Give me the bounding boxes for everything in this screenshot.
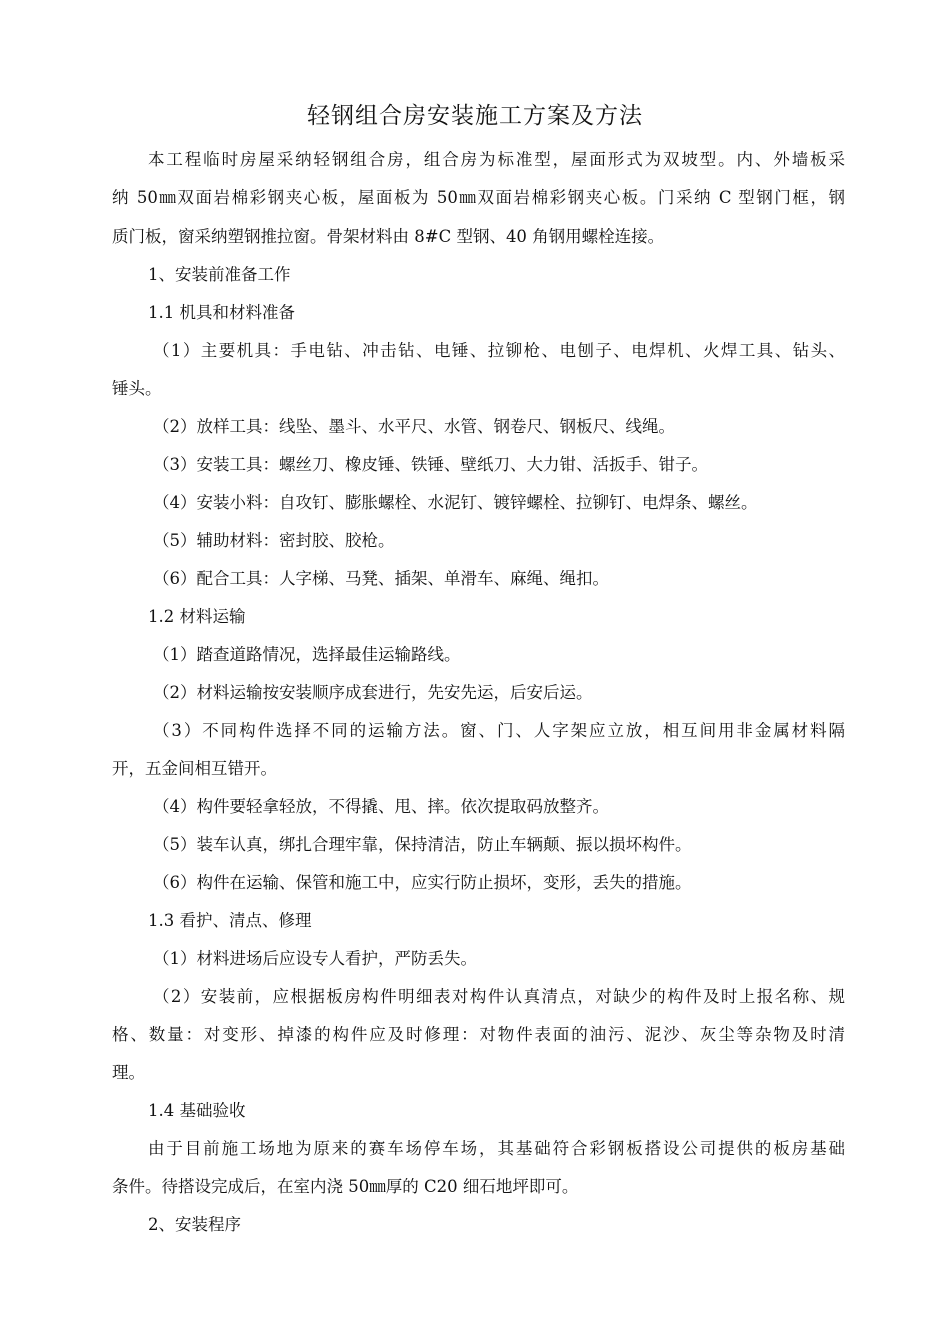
subsection-heading: 1.4 基础验收 (148, 1101, 246, 1120)
list-item: （6）配合工具：人字梯、马凳、插架、单滑车、麻绳、绳扣。 (153, 569, 609, 588)
subsection-heading: 1.1 机具和材料准备 (148, 303, 295, 322)
list-item: （2）材料运输按安装顺序成套进行，先安先运，后安后运。 (153, 683, 593, 702)
list-item: （5）辅助材料：密封胶、胶枪。 (153, 531, 395, 550)
list-item: （3）安装工具：螺丝刀、橡皮锤、铁锤、壁纸刀、大力钳、活扳手、钳子。 (153, 455, 708, 474)
section-heading: 1、安装前准备工作 (148, 265, 291, 284)
list-item: （3）不同构件选择不同的运输方法。窗、门、人字架应立放，相互间用非金属材料隔 (153, 721, 845, 740)
list-item: （6）构件在运输、保管和施工中，应实行防止损坏，变形，丢失的措施。 (153, 873, 692, 892)
list-item: （4）构件要轻拿轻放，不得撬、甩、摔。依次提取码放整齐。 (153, 797, 609, 816)
subsection-heading: 1.3 看护、清点、修理 (148, 911, 312, 930)
list-item: （1）踏查道路情况，选择最佳运输路线。 (153, 645, 461, 664)
list-item-continuation: 锤头。 (112, 379, 162, 398)
list-item: （1）材料进场后应设专人看护，严防丢失。 (153, 949, 477, 968)
list-item: （5）装车认真，绑扎合理牢靠，保持清洁，防止车辆颠、振以损坏构件。 (153, 835, 692, 854)
list-item: （4）安装小料：自攻钉、膨胀螺栓、水泥钉、镀锌螺栓、拉铆钉、电焊条、螺丝。 (153, 493, 758, 512)
paragraph-line: 条件。待搭设完成后，在室内浇 50㎜厚的 C20 细石地坪即可。 (112, 1177, 579, 1196)
list-item: （1）主要机具：手电钻、冲击钻、电锤、拉铆枪、电刨子、电焊机、火焊工具、钻头、 (153, 341, 845, 360)
list-item-continuation: 理。 (112, 1063, 145, 1082)
document-title: 轻钢组合房安装施工方案及方法 (307, 103, 643, 129)
list-item: （2）放样工具：线坠、墨斗、水平尺、水管、钢卷尺、钢板尺、线绳。 (153, 417, 675, 436)
subsection-heading: 1.2 材料运输 (148, 607, 246, 626)
list-item-continuation: 开，五金间相互错开。 (112, 759, 277, 778)
list-item-continuation: 格、数量：对变形、掉漆的构件应及时修理：对物件表面的油污、泥沙、灰尘等杂物及时清 (112, 1025, 845, 1044)
list-item: （2）安装前，应根据板房构件明细表对构件认真清点，对缺少的构件及时上报名称、规 (153, 987, 845, 1006)
section-heading: 2、安装程序 (148, 1215, 241, 1234)
paragraph-line: 本工程临时房屋采纳轻钢组合房，组合房为标准型，屋面形式为双坡型。内、外墙板采 (148, 150, 845, 169)
paragraph-line: 质门板，窗采纳塑钢推拉窗。骨架材料由 8#C 型钢、40 角钢用螺栓连接。 (112, 227, 665, 246)
paragraph-line: 由于目前施工场地为原来的赛车场停车场，其基础符合彩钢板搭设公司提供的板房基础 (148, 1139, 845, 1158)
paragraph-line: 纳 50㎜双面岩棉彩钢夹心板，屋面板为 50㎜双面岩棉彩钢夹心板。门采纳 C 型钢门框，钢 (112, 188, 845, 207)
